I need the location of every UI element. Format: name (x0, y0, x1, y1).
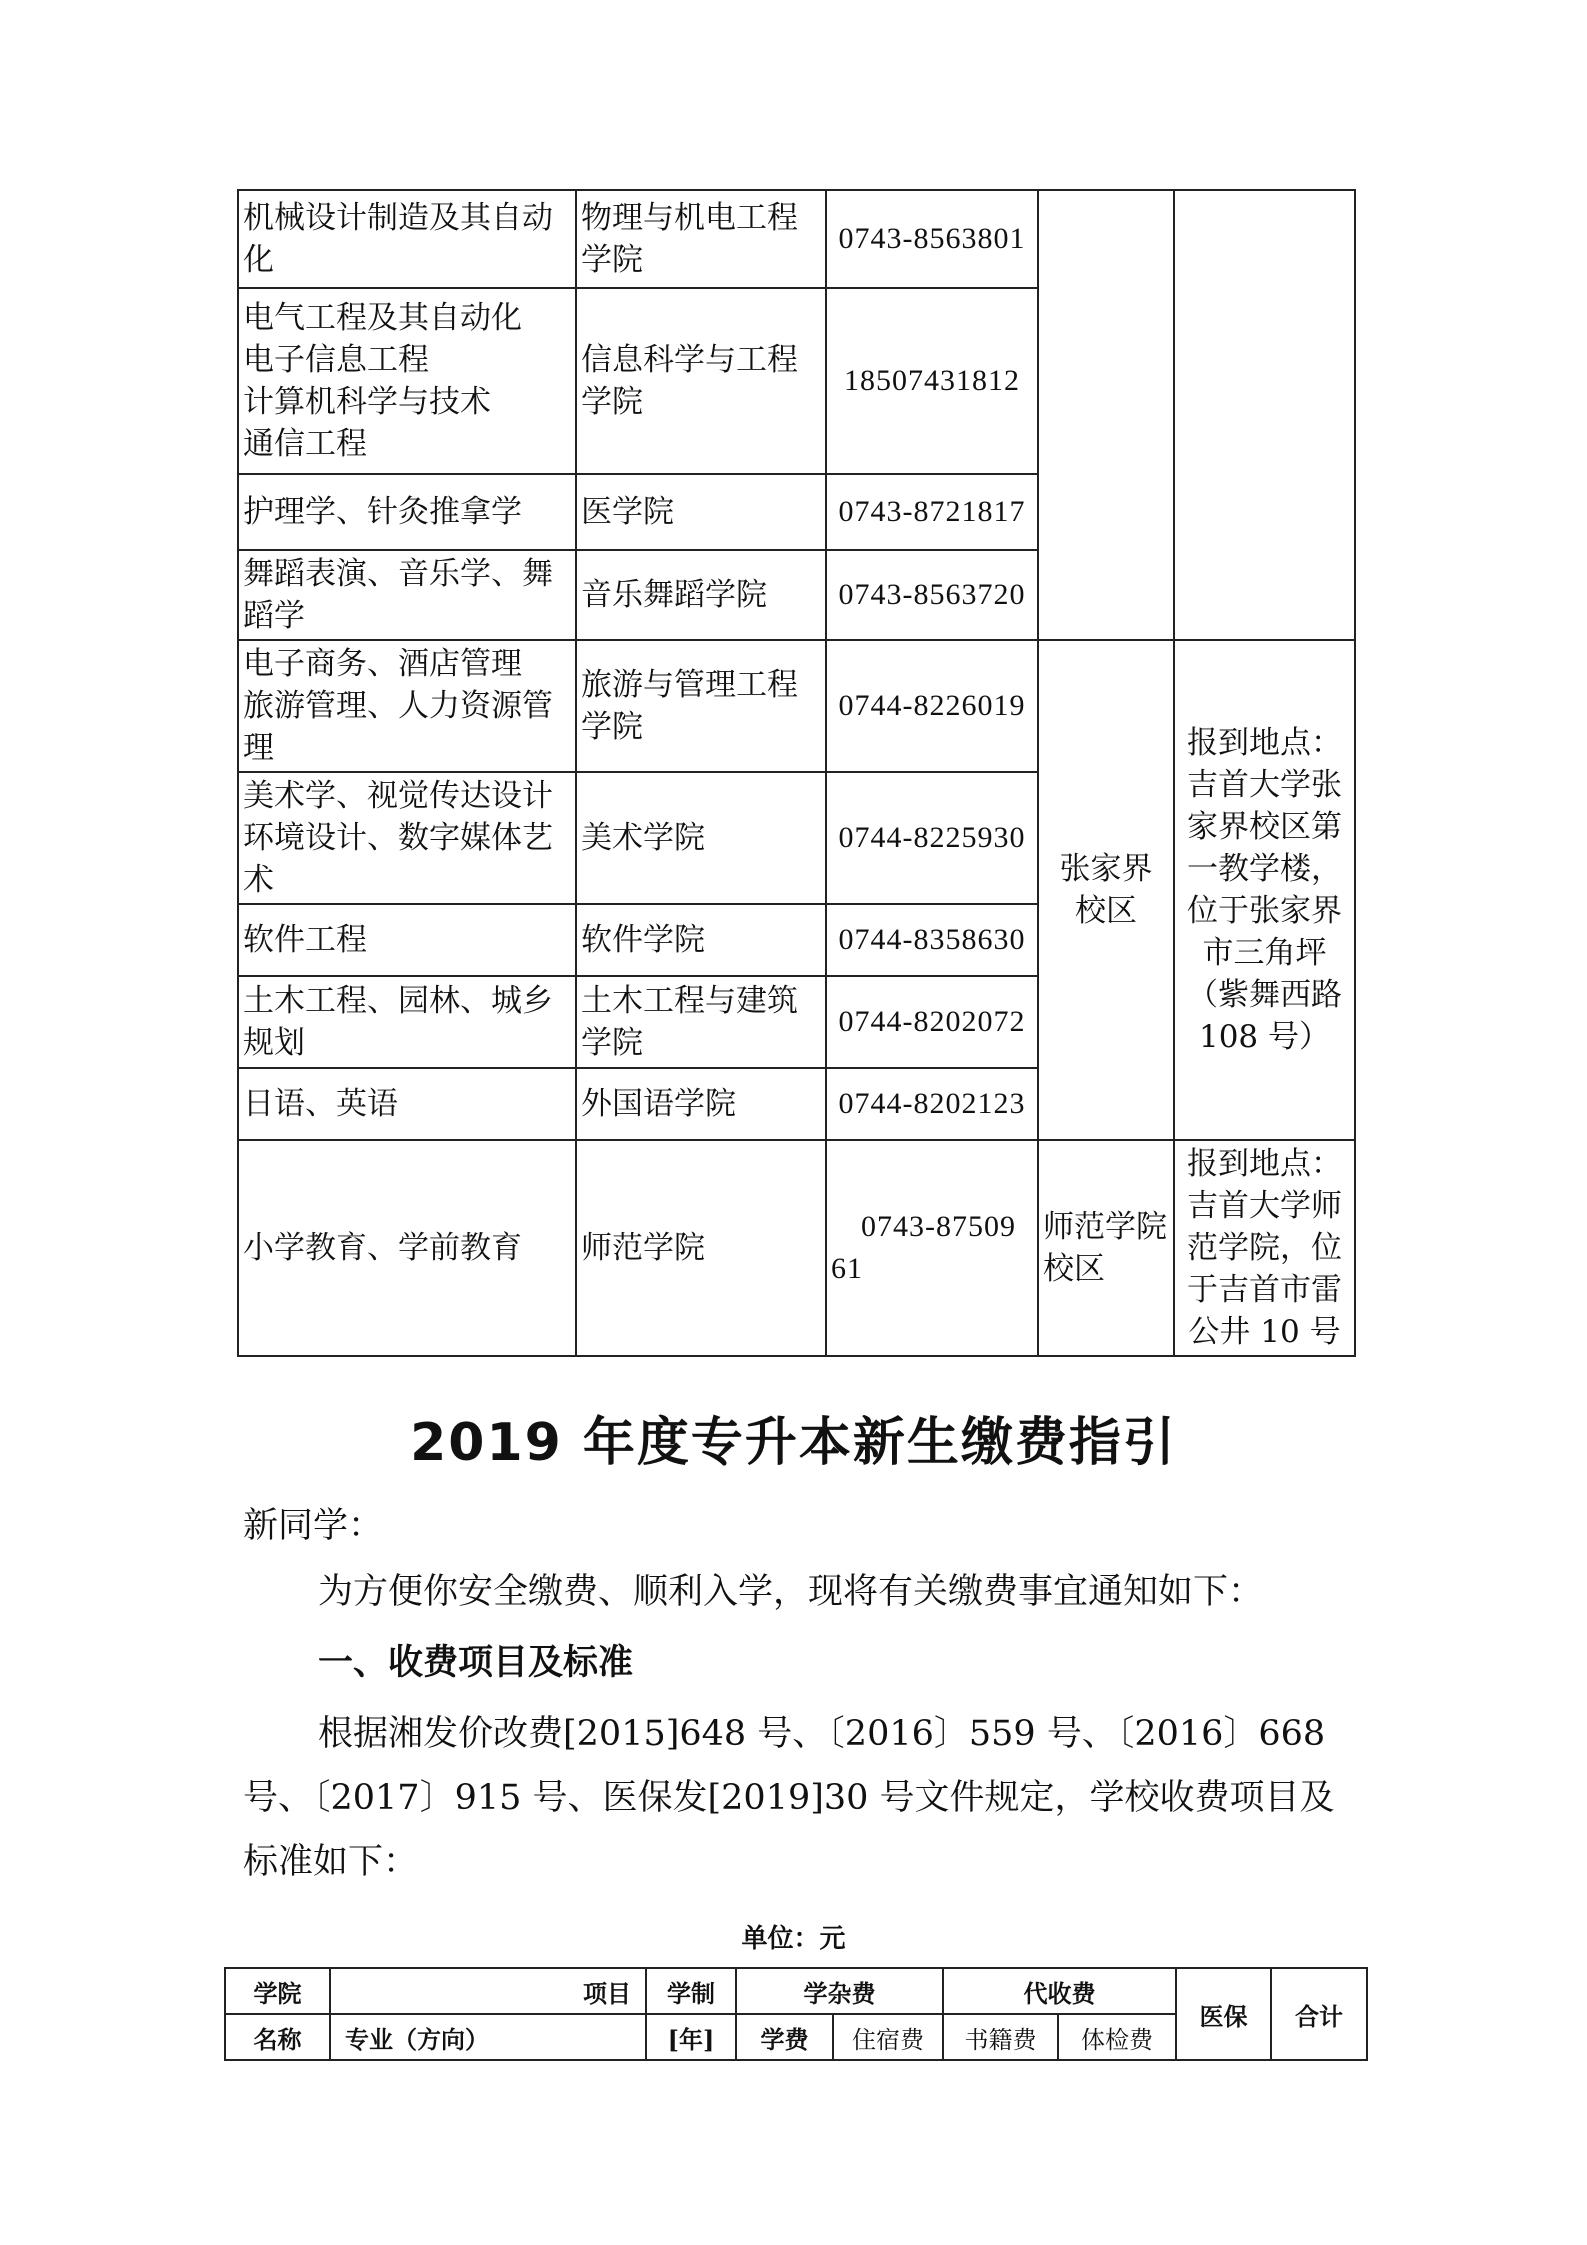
phone-cell: 0744-8202123 (826, 1068, 1038, 1140)
phone-cell: 0744-8225930 (826, 772, 1038, 904)
phone-cell: 0743-8721817 (826, 474, 1038, 550)
major-cell: 小学教育、学前教育 (238, 1140, 576, 1356)
header-agency-fees: 代收费 (943, 1968, 1176, 2014)
header-insurance: 医保 (1176, 1968, 1271, 2060)
header-total: 合计 (1271, 1968, 1367, 2060)
phone-cell: 18507431812 (826, 288, 1038, 474)
header-dorm: 住宿费 (833, 2014, 943, 2060)
campus-cell-zhangjiajie: 张家界 校区 (1038, 640, 1174, 1140)
phone-cell: 0744-8226019 (826, 640, 1038, 772)
major-cell: 电子商务、酒店管理 旅游管理、人力资源管 理 (238, 640, 576, 772)
college-cell: 土木工程与建筑 学院 (576, 976, 826, 1068)
header-tuition: 学费 (736, 2014, 833, 2060)
header-books: 书籍费 (943, 2014, 1058, 2060)
header-duration-2: [年] (646, 2014, 736, 2060)
table-row (238, 640, 1355, 772)
header-college-2: 名称 (225, 2014, 330, 2060)
college-cell: 旅游与管理工程 学院 (576, 640, 826, 772)
phone-cell: 0743-8563801 (826, 190, 1038, 288)
location-cell-normal-college: 报到地点： 吉首大学师 范学院，位 于吉首市雷 公井 10 号 (1174, 1140, 1355, 1356)
major-cell: 护理学、针灸推拿学 (238, 474, 576, 550)
major-cell: 美术学、视觉传达设计 环境设计、数字媒体艺 术 (238, 772, 576, 904)
phone-cell: 0744-8202072 (826, 976, 1038, 1068)
section-title: 一、收费项目及标准 (318, 1643, 634, 1683)
major-cell: 机械设计制造及其自动 化 (238, 190, 576, 288)
basis-paragraph: 根据湘发价改费[2015]648 号、〔2016〕559 号、〔2016〕668 号、〔2017〕915 号、医保发[2019]30 号文件规定，学校收费项目及标准如下： (243, 1714, 1335, 1882)
greeting: 新同学： (243, 1506, 384, 1546)
college-cell: 外国语学院 (576, 1068, 826, 1140)
document-title: 2019 年度专升本新生缴费指引 (410, 1413, 1177, 1473)
header-major: 专业（方向） (330, 2014, 646, 2060)
header-exam: 体检费 (1058, 2014, 1176, 2060)
table-row (238, 190, 1355, 288)
contact-table (237, 189, 1356, 1357)
header-misc-fees: 学杂费 (736, 1968, 943, 2014)
campus-cell-normal-college: 师范学院 校区 (1038, 1140, 1174, 1356)
phone-cell: 0743-87509 61 (826, 1140, 1038, 1356)
table-row (238, 1140, 1355, 1356)
major-cell: 日语、英语 (238, 1068, 576, 1140)
intro-paragraph: 为方便你安全缴费、顺利入学，现将有关缴费事宜通知如下： (318, 1572, 1264, 1612)
college-cell: 信息科学与工程 学院 (576, 288, 826, 474)
college-cell: 音乐舞蹈学院 (576, 550, 826, 640)
college-cell: 物理与机电工程 学院 (576, 190, 826, 288)
unit-label: 单位：元 (741, 1924, 846, 1954)
location-cell-zhangjiajie: 报到地点： 吉首大学张 家界校区第 一教学楼， 位于张家界 市三角坪 （紫舞西路 108 号） (1174, 640, 1355, 1140)
header-college-1: 学院 (225, 1968, 330, 2014)
campus-cell-empty (1038, 190, 1174, 640)
fee-table (224, 1967, 1368, 2061)
header-duration-1: 学制 (646, 1968, 736, 2014)
college-cell: 软件学院 (576, 904, 826, 976)
major-cell: 舞蹈表演、音乐学、舞 蹈学 (238, 550, 576, 640)
major-cell: 软件工程 (238, 904, 576, 976)
college-cell: 师范学院 (576, 1140, 826, 1356)
college-cell: 医学院 (576, 474, 826, 550)
phone-cell: 0744-8358630 (826, 904, 1038, 976)
header-item: 项目 (330, 1968, 646, 2014)
college-cell: 美术学院 (576, 772, 826, 904)
phone-cell: 0743-8563720 (826, 550, 1038, 640)
location-cell-empty (1174, 190, 1355, 640)
major-cell: 土木工程、园林、城乡 规划 (238, 976, 576, 1068)
major-cell: 电气工程及其自动化 电子信息工程 计算机科学与技术 通信工程 (238, 288, 576, 474)
